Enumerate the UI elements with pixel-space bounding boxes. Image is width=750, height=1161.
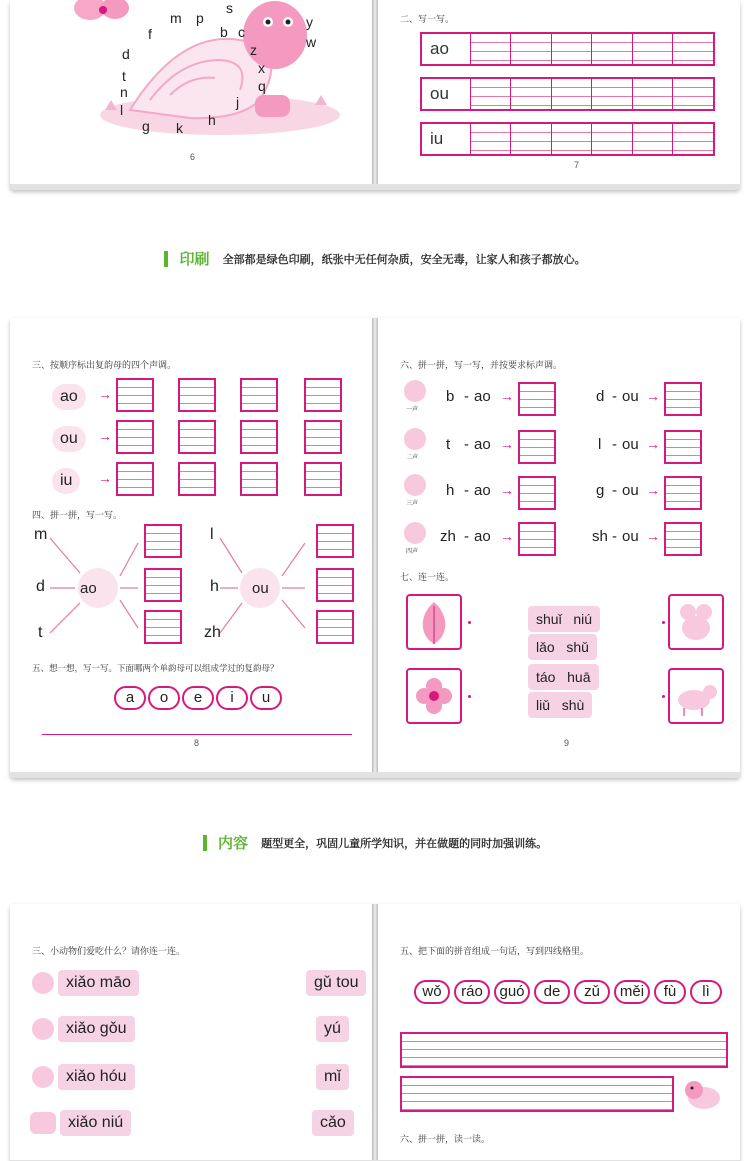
final-label: - [464, 482, 469, 499]
animal-pinyin[interactable]: xiǎo niú [60, 1110, 131, 1136]
final-label: ou [622, 388, 639, 405]
connect-letter: m [170, 10, 182, 26]
syllable-apple[interactable]: guó [494, 980, 530, 1004]
answer-box[interactable] [664, 522, 702, 556]
initial-label: zh [204, 624, 221, 641]
tone-box[interactable] [240, 462, 278, 496]
initial-label: zh [440, 528, 456, 545]
connect-letter: z [250, 42, 257, 58]
connect-dot[interactable] [662, 695, 665, 698]
connect-letter: x [258, 60, 265, 76]
final-label: ou [252, 580, 269, 597]
connect-letter: p [196, 10, 204, 26]
initial-label: h [210, 578, 219, 595]
arrow-icon: → [500, 482, 514, 498]
final-label: - [464, 436, 469, 453]
question-title: 四、拼一拼，写一写。 [32, 511, 123, 521]
flower-icon [408, 670, 460, 722]
answer-box[interactable] [664, 382, 702, 416]
connect-dot[interactable] [468, 621, 471, 624]
connect-letter: y [306, 14, 313, 30]
final-label: - [464, 388, 469, 405]
answer-box[interactable] [316, 524, 354, 558]
answer-box[interactable] [518, 382, 556, 416]
answer-box[interactable] [518, 476, 556, 510]
page-number: 9 [564, 738, 570, 748]
initial-label: d [36, 578, 45, 595]
panda-icon [404, 380, 426, 402]
accent-bar [164, 251, 168, 267]
ox-icon [670, 670, 722, 722]
dog-icon [32, 1018, 54, 1040]
connect-letter: l [120, 102, 124, 118]
tone-box[interactable] [240, 378, 278, 412]
tone-label: 一声 [406, 406, 419, 413]
monkey-icon [32, 1066, 54, 1088]
four-line-writing-grid[interactable] [400, 1076, 674, 1112]
arrow-icon: → [500, 388, 514, 404]
connect-letter: d [122, 46, 130, 62]
tone-box[interactable] [116, 378, 154, 412]
tone-label: 二声 [406, 454, 419, 461]
syllable-apple[interactable]: ráo [454, 980, 490, 1004]
tone-box[interactable] [116, 462, 154, 496]
cat-icon [32, 972, 54, 994]
question-title: 七、连一连。 [400, 573, 455, 583]
initial-label: b [446, 388, 455, 405]
page-8 [10, 318, 372, 772]
animal-pinyin[interactable]: xiǎo gǒu [58, 1016, 135, 1042]
answer-box[interactable] [144, 568, 182, 602]
page-number: 6 [190, 152, 196, 162]
connect-letter: w [306, 34, 317, 50]
answer-box[interactable] [144, 610, 182, 644]
final-label: ao [474, 388, 491, 405]
willow-tree-picture [406, 594, 462, 650]
initial-label: l [598, 436, 602, 453]
page-left [10, 904, 372, 1160]
vowel-apple: i [216, 686, 248, 710]
connect-letter: n [120, 84, 128, 100]
tone-box[interactable] [304, 462, 342, 496]
final-label: ao [474, 482, 491, 499]
pig-icon [404, 428, 426, 450]
pinyin-word[interactable]: liǔ shù [528, 692, 592, 718]
connect-dot[interactable] [662, 621, 665, 624]
initial-label: m [34, 526, 48, 543]
page-9 [378, 318, 740, 772]
page-number: 8 [194, 738, 200, 748]
workbook-spread-3 [10, 904, 740, 1161]
feature-banner-printing [0, 248, 750, 269]
tone-label: 三声 [406, 500, 419, 507]
banner-keyword: 印刷 [179, 250, 210, 268]
connect-letter: b [220, 24, 228, 40]
initial-label: g [596, 482, 605, 499]
writing-grid-row[interactable]: iu [420, 122, 715, 156]
banner-text: 题型更全，巩固儿童所学知识，并在做题的同时加强训练。 [261, 836, 548, 850]
banner-keyword: 内容 [217, 834, 248, 852]
pinyin-word[interactable]: lǎo shǔ [528, 634, 597, 660]
arrow-icon: → [646, 436, 660, 452]
initial-label: sh [592, 528, 608, 545]
writing-grid-row[interactable]: ou [420, 77, 715, 111]
connect-letter: c [238, 24, 245, 40]
pinyin-word[interactable]: shuǐ niú [528, 606, 600, 632]
final-label: - [612, 528, 617, 545]
four-line-writing-grid[interactable] [400, 1032, 728, 1068]
syllable-apple[interactable]: wǒ [414, 980, 450, 1004]
workbook-spread-2 [10, 318, 740, 778]
ox-picture [668, 668, 724, 724]
food-pinyin[interactable]: yú [316, 1016, 349, 1042]
connect-letter: s [226, 0, 233, 16]
tone-box[interactable] [116, 420, 154, 454]
final-label: ou [52, 426, 86, 452]
connect-letter: h [208, 112, 216, 128]
question-title: 五、想一想，写一写。下面哪两个单韵母可以组成学过的复韵母？ [32, 664, 279, 674]
initial-label: t [38, 624, 43, 641]
puppy-illustration [682, 1076, 726, 1112]
animal-pinyin[interactable]: xiǎo māo [58, 970, 139, 996]
answer-box[interactable] [518, 430, 556, 464]
syllable-apple[interactable]: fù [654, 980, 686, 1004]
answer-box[interactable] [518, 522, 556, 556]
arrow-icon: → [500, 436, 514, 452]
final-label: ao [474, 528, 491, 545]
final-label: - [464, 528, 469, 545]
final-label: - [612, 388, 617, 405]
connect-letter: g [142, 118, 150, 134]
connect-letter: t [122, 68, 126, 84]
animal-pinyin[interactable]: xiǎo hóu [58, 1064, 135, 1090]
arrow-icon: → [646, 388, 660, 404]
arrow-icon: → [98, 386, 112, 402]
tone-box[interactable] [304, 378, 342, 412]
final-label: iu [52, 468, 80, 494]
final-label: ou [622, 528, 639, 545]
workbook-spread-1 [10, 0, 740, 190]
page-6 [10, 0, 372, 184]
final-label: ao [52, 384, 86, 410]
tone-label: 四声 [406, 548, 419, 555]
initial-label: d [596, 388, 605, 405]
answer-box[interactable] [664, 430, 702, 464]
question-title: 三、按顺序标出复韵母的四个声调。 [32, 361, 177, 371]
banner-text: 全部都是绿色印刷，纸张中无任何杂质，安全无毒，让家人和孩子都放心。 [222, 252, 586, 266]
feature-banner-content [0, 832, 750, 853]
tone-box[interactable] [178, 378, 216, 412]
syllable-apple[interactable]: lì [690, 980, 722, 1004]
connect-letter: q [258, 78, 266, 94]
connect-letter: j [236, 94, 240, 110]
vowel-apple: u [250, 686, 282, 710]
answer-box[interactable] [316, 610, 354, 644]
page-7 [378, 0, 740, 184]
final-label: ou [622, 482, 639, 499]
arrow-icon: → [98, 428, 112, 444]
arrow-icon: → [646, 528, 660, 544]
tone-box[interactable] [240, 420, 278, 454]
answer-box[interactable] [316, 568, 354, 602]
vowel-apple: e [182, 686, 214, 710]
question-title: 六、拼一拼，读一读。 [400, 1135, 491, 1145]
connect-letter: f [148, 26, 152, 42]
tree-icon [408, 596, 460, 648]
final-label: ao [474, 436, 491, 453]
arrow-icon: → [646, 482, 660, 498]
page-right [378, 904, 740, 1160]
vowel-apple: o [148, 686, 180, 710]
final-label: - [612, 436, 617, 453]
accent-bar [203, 835, 207, 851]
answer-line[interactable] [42, 734, 352, 735]
initial-label: h [446, 482, 455, 499]
answer-box[interactable] [664, 476, 702, 510]
final-label: - [612, 482, 617, 499]
syllable-apple[interactable]: de [534, 980, 570, 1004]
vowel-apple: a [114, 686, 146, 710]
pinyin-word[interactable]: táo huā [528, 664, 599, 690]
question-title: 五、把下面的拼音组成一句话，写到四线格里。 [400, 947, 590, 957]
syllable-apple[interactable]: zǔ [574, 980, 610, 1004]
page-number: 7 [574, 160, 580, 170]
initial-label: t [446, 436, 451, 453]
connect-letter: k [176, 120, 183, 136]
food-pinyin[interactable]: cǎo [312, 1110, 354, 1136]
question-title: 二、写一写。 [400, 15, 455, 25]
food-pinyin[interactable]: gǔ tou [306, 970, 366, 996]
flower-picture [406, 668, 462, 724]
food-pinyin[interactable]: mǐ [316, 1064, 349, 1090]
bear-icon [404, 474, 426, 496]
question-title: 六、拼一拼，写一写，并按要求标声调。 [400, 361, 563, 371]
answer-box[interactable] [144, 524, 182, 558]
mouse-icon [670, 596, 722, 648]
writing-grid-row[interactable]: ao [420, 32, 715, 66]
final-label: ao [80, 580, 97, 597]
tone-box[interactable] [178, 462, 216, 496]
final-label: ou [622, 436, 639, 453]
connect-dot[interactable] [468, 695, 471, 698]
syllable-apple[interactable]: měi [614, 980, 650, 1004]
mouse-picture [668, 594, 724, 650]
initial-label: l [210, 526, 214, 543]
tone-box[interactable] [178, 420, 216, 454]
cow-icon [30, 1112, 56, 1134]
cat-icon [404, 522, 426, 544]
tone-box[interactable] [304, 420, 342, 454]
question-title: 三、小动物们爱吃什么？请你连一连。 [32, 947, 186, 957]
arrow-icon: → [98, 470, 112, 486]
arrow-icon: → [500, 528, 514, 544]
